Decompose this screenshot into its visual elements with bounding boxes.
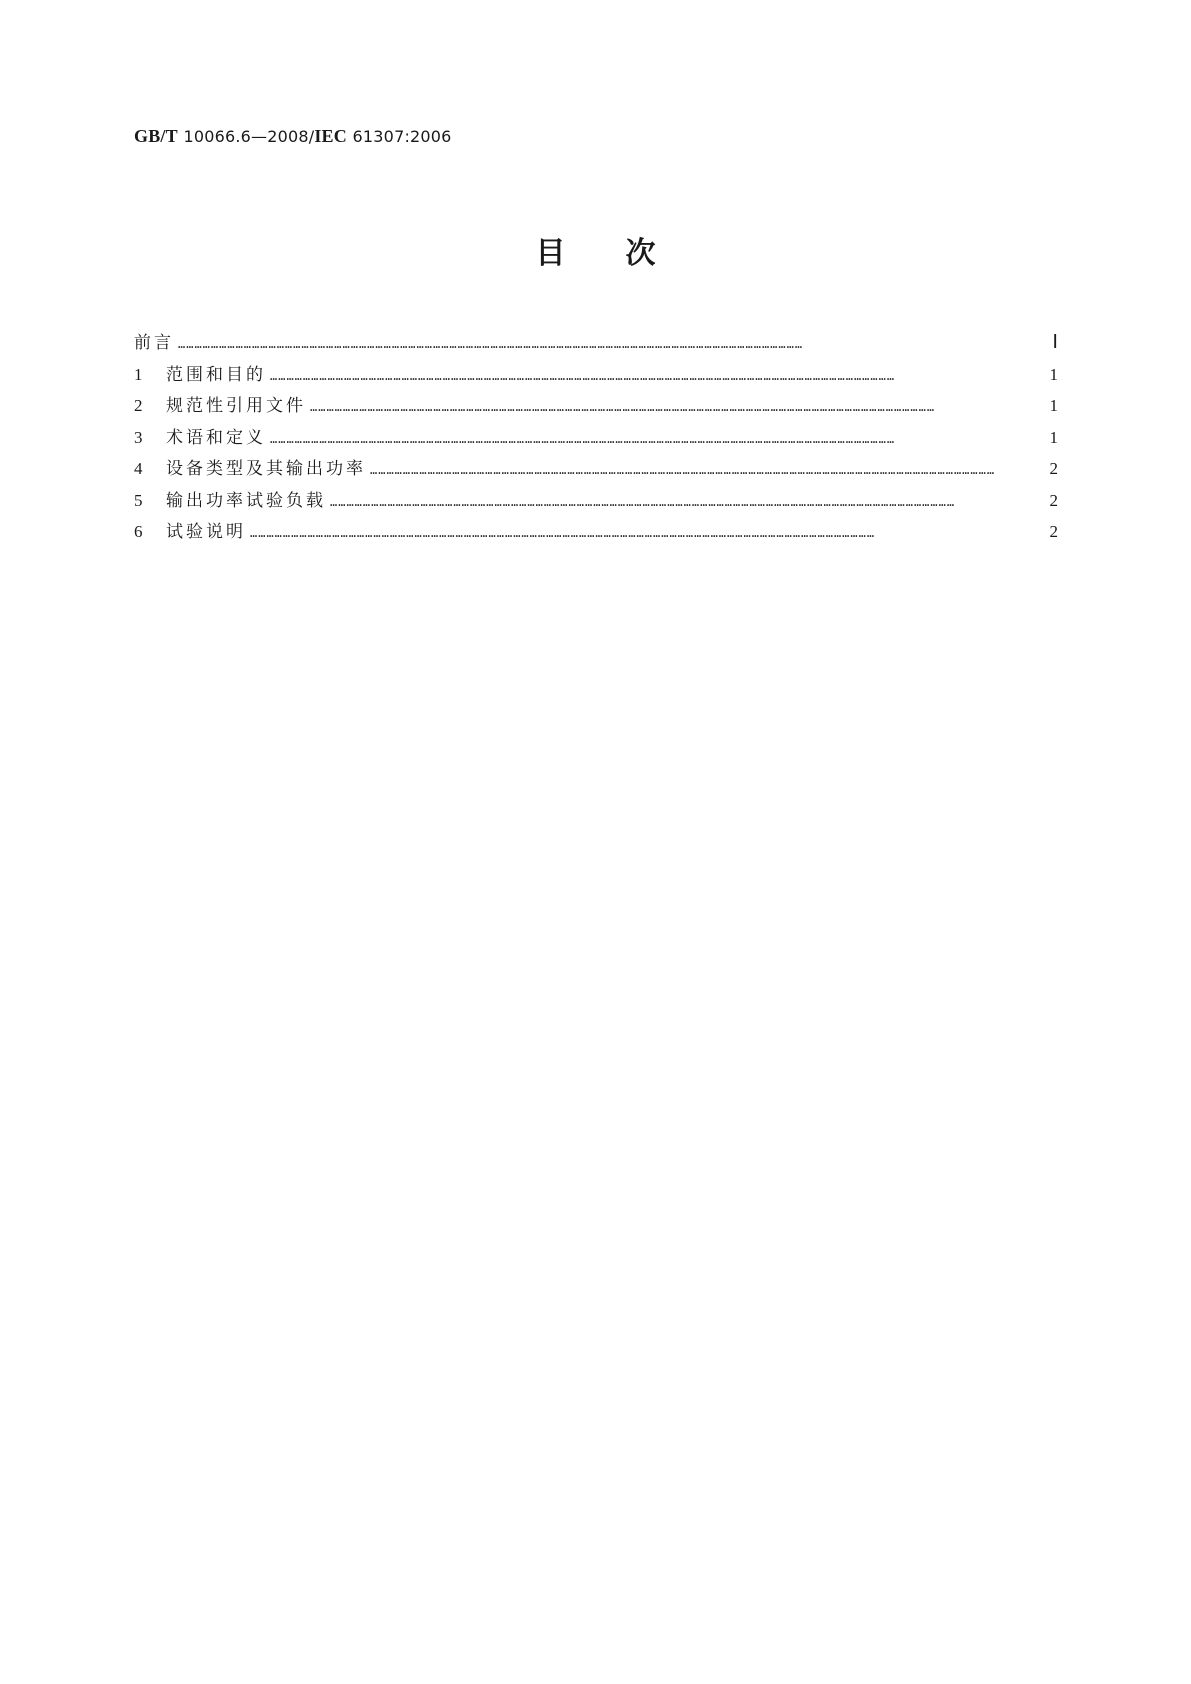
toc-entry-label: 规范性引用文件 — [166, 396, 306, 416]
toc-entry-4[interactable] — [134, 454, 1058, 486]
toc-entry-number: 4 — [134, 459, 143, 478]
toc-entry-label: 输出功率试验负载 — [166, 490, 326, 511]
toc-entry-label: 范围和目的 — [166, 364, 266, 385]
toc-entry-page: 2 — [1049, 490, 1058, 510]
toc-leader-dots — [270, 369, 1038, 383]
standard-number: 10066.6—2008/ — [183, 127, 315, 146]
title-char-2: 次 — [625, 236, 716, 271]
toc-leader-dots — [310, 400, 1038, 414]
toc-leader-dots — [370, 463, 1038, 477]
toc-entry-2[interactable] — [134, 391, 1058, 423]
toc-entry-number: 1 — [134, 364, 143, 384]
standard-code — [134, 126, 452, 147]
toc-leader-dots — [250, 526, 1038, 540]
toc-entry-label: 试验说明 — [166, 522, 246, 542]
toc-entry-number: 5 — [134, 490, 143, 510]
table-of-contents — [134, 328, 1058, 549]
toc-leader-dots — [178, 337, 1038, 351]
toc-entry-label: 术语和定义 — [166, 427, 266, 448]
toc-entry-page: 1 — [1049, 364, 1058, 384]
toc-entry-page: 2 — [1049, 459, 1058, 478]
toc-leader-dots — [330, 495, 1038, 509]
toc-entry-page: Ⅰ — [1052, 332, 1058, 353]
page-title — [0, 228, 1191, 272]
toc-entry-foreword[interactable] — [134, 328, 1058, 360]
toc-entry-page: 2 — [1049, 522, 1058, 541]
toc-entry-page: 1 — [1049, 427, 1058, 447]
iec-number: 61307:2006 — [352, 127, 452, 146]
toc-entry-6[interactable] — [134, 517, 1058, 549]
toc-entry-3[interactable] — [134, 423, 1058, 455]
standard-prefix: GB/T — [134, 126, 178, 146]
toc-entry-1[interactable] — [134, 360, 1058, 392]
toc-entry-label: 前言 — [134, 333, 174, 353]
toc-entry-label: 设备类型及其输出功率 — [166, 459, 366, 479]
toc-entry-number: 6 — [134, 522, 143, 541]
toc-entry-5[interactable] — [134, 486, 1058, 518]
title-char-1: 目 — [535, 236, 626, 271]
toc-entry-number: 2 — [134, 396, 143, 415]
iec-reference: IEC — [314, 126, 347, 146]
toc-entry-number: 3 — [134, 427, 143, 447]
toc-leader-dots — [270, 432, 1038, 446]
toc-entry-page: 1 — [1049, 396, 1058, 415]
